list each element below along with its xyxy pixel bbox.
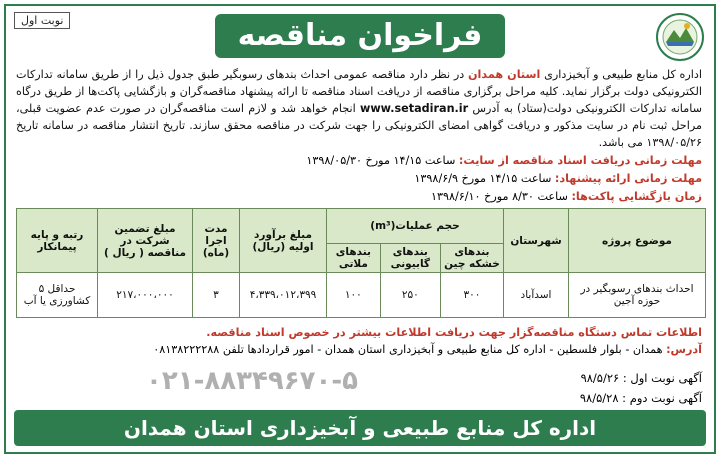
intro-paragraph (16, 66, 702, 151)
website-link[interactable]: www.setadiran.ir (359, 102, 469, 115)
turn-badge: نوبت اول (14, 12, 70, 29)
table-row (17, 273, 706, 318)
cell-guarantee: ۲۱۷،۰۰۰،۰۰۰ (98, 273, 193, 318)
contact-info-line: اطلاعات تماس دستگاه مناقصه‌گزار جهت دریافت اطلاعات بیشتر در خصوص اسناد مناقصه. (206, 326, 702, 339)
ad-dates (580, 368, 702, 408)
opening-time-value: ساعت ۸/۳۰ مورخ ۱۳۹۸/۶/۱۰ (430, 190, 572, 203)
th-dry: بندهای خشکه چین (440, 244, 503, 273)
opening-time-label: زمان بازگشایی پاکت‌ها: (571, 190, 702, 203)
th-gabion: بندهای گابیونی (380, 244, 440, 273)
tender-notice (4, 4, 716, 454)
cell-mortar: ۱۰۰ (327, 273, 381, 318)
deadlines (16, 152, 702, 206)
phone-watermark: ۰۲۱-۸۸۳۴۹۶۷۰-۵ (146, 366, 359, 396)
address-value: همدان - بلوار فلسطین - اداره کل منابع طبیعی و آبخیزداری استان همدان - امور قراردادها تلفن ۰۸۱۳۸۲۲۲۲۸۸ (153, 343, 667, 356)
offer-deadline-value: ساعت ۱۴/۱۵ مورخ ۱۳۹۸/۶/۹ (414, 172, 555, 185)
th-mortar: بندهای ملاتی (327, 244, 381, 273)
doc-deadline (16, 152, 702, 170)
org-logo (654, 12, 706, 62)
th-volume: حجم عملیات(m³) (327, 209, 504, 244)
page-title: فراخوان مناقصه (215, 14, 505, 58)
opening-time (16, 188, 702, 206)
th-guarantee: مبلغ تضمین شرکت در مناقصه ( ریال ) (98, 209, 193, 273)
intro-part3: انجام خواهد شد و لازم است مناقصه‌گران در صورت عدم عضویت قبلی، مراحل ثبت نام در سایت مذکور و دریافت گواهی امضای الکترونیکی را جهت شرکت در مناقصه محقق سازند. تاریخ انتشار مناقصه در سامانه تاریخ ۱۳۹۸/۰۵/۲۶ می باشد. (16, 102, 702, 149)
cell-dry: ۳۰۰ (440, 273, 503, 318)
ad-second: آگهی نوبت دوم : ۹۸/۵/۲۸ (579, 391, 702, 405)
cell-city: اسدآباد (504, 273, 569, 318)
address-line (16, 341, 702, 358)
cell-estimate: ۴،۳۳۹،۰۱۲،۳۹۹ (240, 273, 327, 318)
cell-gabion: ۲۵۰ (380, 273, 440, 318)
table-header-row (17, 209, 706, 244)
doc-deadline-value: ساعت ۱۴/۱۵ مورخ ۱۳۹۸/۰۵/۳۰ (306, 154, 459, 167)
contact-section (16, 324, 702, 358)
cell-grade: حداقل ۵ کشاورزی یا آب (17, 273, 98, 318)
org-highlight: استان همدان (467, 68, 541, 81)
offer-deadline (16, 170, 702, 188)
th-estimate: مبلغ برآورد اولیه (ریال) (240, 209, 327, 273)
th-city: شهرستان (504, 209, 569, 273)
intro-part1: اداره کل منابع طبیعی و آبخیزداری (540, 68, 702, 81)
th-duration: مدت اجرا (ماه) (193, 209, 240, 273)
ad-first: آگهی نوبت اول : ۹۸/۵/۲۶ (580, 371, 702, 385)
cell-duration: ۳ (193, 273, 240, 318)
th-grade: رتبه و پایه پیمانکار (17, 209, 98, 273)
offer-deadline-label: مهلت زمانی ارائه پیشنهاد: (554, 172, 702, 185)
address-label: آدرس: (666, 343, 702, 356)
header (14, 12, 706, 60)
cell-project: احداث بندهای رسوبگیر در حوزه آجین (569, 273, 706, 318)
th-project: موضوع پروژه (569, 209, 706, 273)
footer-banner: اداره کل منابع طبیعی و آبخیزداری استان همدان (14, 410, 706, 446)
intro-part2: در نظر دارد مناقصه عمومی احداث بندهای رسوبگیر طبق جدول ذیل را از طریق سامانه تدارکات الکترونیکی دولت برگزار نماید. کلیه مراحل برگزاری مناقصه از دریافت اسناد مناقصه تا ارائه پیشنهاد مناقصه‌گران و بازگشایی پاکت‌ها از طریق درگاه سامانه تدارکات الکترونیکی دولت(ستاد) به آدرس (16, 68, 702, 115)
project-table (16, 208, 706, 318)
doc-deadline-label: مهلت زمانی دریافت اسناد مناقصه از سایت: (458, 154, 702, 167)
